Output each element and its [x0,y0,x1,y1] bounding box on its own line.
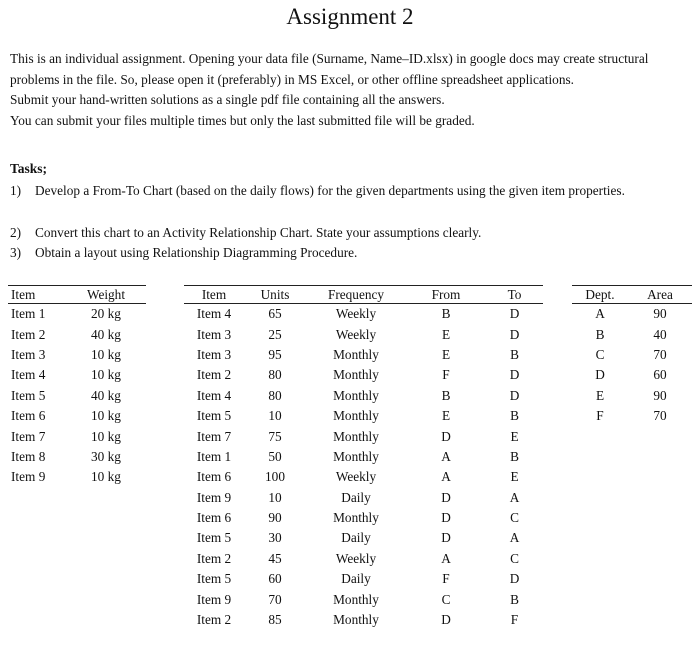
table-row [184,324,543,344]
cell-to: B [510,448,519,464]
cell-item: Item 8 [11,448,46,464]
table-row [572,365,692,385]
cell-dept: C [595,346,605,362]
cell-frequency: Weekly [335,469,377,485]
cell-item: Item 9 [196,489,232,505]
cell-item: Item 6 [196,510,232,526]
flows-table [184,285,543,630]
task-number: 2) [10,225,22,240]
cell-units: 65 [268,306,282,322]
col-header-from: From [406,286,486,304]
cell-from: A [441,550,451,566]
cell-units: 100 [265,469,285,485]
task-number: 1) [10,183,22,198]
cell-from: D [441,530,451,546]
cell-frequency: Monthly [333,367,379,383]
cell-area: 90 [653,306,667,322]
cell-frequency: Weekly [335,326,377,342]
cell-units: 75 [268,428,282,444]
col-header-frequency: Frequency [306,286,406,304]
cell-item: Item 7 [196,428,232,444]
intro-line-2: Submit your hand-written solutions as a single pdf file containing all the answers. [10,92,445,108]
table-row [8,426,146,446]
col-header-item: Item [184,286,244,304]
cell-units: 90 [268,510,282,526]
cell-to: A [509,489,520,505]
table-row [8,365,146,385]
cell-units: 25 [268,326,282,342]
table-row [184,304,543,325]
table-row [572,304,692,325]
table-row [184,345,543,365]
cell-from: D [441,428,451,444]
cell-to: B [510,591,519,607]
cell-units: 85 [268,612,282,628]
cell-to: D [509,571,520,587]
col-header-item: Item [8,286,66,304]
intro-line-1: This is an individual assignment. Opening your data file (Surname, Name–ID.xlsx) in google docs may create structural problems in the file. So, please open it (preferably) in MS Excel, or other offline spreadsheet applications. [10,51,649,87]
cell-item: Item 5 [196,408,232,424]
cell-to: C [510,510,519,526]
cell-item: Item 5 [196,530,232,546]
cell-dept: A [595,306,605,322]
dept-area-table [572,285,692,426]
table-row [8,345,146,365]
dept-area-body [572,304,692,427]
cell-to: E [510,428,519,444]
cell-frequency: Monthly [333,510,379,526]
cell-units: 70 [268,591,282,607]
cell-item: Item 9 [11,469,46,485]
cell-to: D [509,367,520,383]
cell-frequency: Monthly [333,408,379,424]
cell-from: E [441,346,451,362]
cell-item: Item 4 [11,367,46,383]
cell-weight: 10 kg [91,408,121,424]
items-weight-body [8,304,146,488]
col-header-area: Area [628,286,692,304]
cell-units: 10 [268,408,282,424]
table-row [184,610,543,630]
cell-units: 30 [268,530,282,546]
table-row [184,528,543,548]
items-weight-table [8,285,146,488]
cell-weight: 20 kg [91,306,121,322]
cell-item: Item 3 [11,346,46,362]
table-row [572,324,692,344]
cell-weight: 10 kg [91,469,121,485]
cell-to: D [509,387,520,403]
cell-dept: D [595,367,605,383]
table-row [8,447,146,467]
cell-from: A [441,469,451,485]
cell-item: Item 4 [196,387,232,403]
cell-item: Item 2 [11,326,46,342]
cell-from: C [441,591,451,607]
page-title: Assignment 2 [286,4,414,29]
cell-item: Item 3 [196,346,232,362]
cell-frequency: Monthly [333,428,379,444]
cell-area: 70 [653,408,667,424]
table-row [572,345,692,365]
cell-item: Item 1 [196,448,232,464]
cell-dept: B [595,326,605,342]
cell-from: D [441,489,451,505]
cell-weight: 40 kg [91,387,121,403]
cell-to: B [510,408,519,424]
table-row [572,406,692,426]
cell-frequency: Monthly [333,612,379,628]
cell-to: D [509,326,520,342]
cell-from: E [441,408,451,424]
table-row [8,304,146,325]
cell-units: 10 [268,489,282,505]
cell-to: E [510,469,519,485]
cell-weight: 10 kg [91,428,121,444]
cell-from: F [442,367,450,383]
cell-units: 95 [268,346,282,362]
intro-line-3: You can submit your files multiple times but only the last submitted file will be graded. [10,112,475,128]
cell-to: D [509,306,520,322]
cell-area: 90 [653,387,667,403]
cell-area: 70 [653,346,667,362]
cell-item: Item 6 [196,469,232,485]
table-row [8,386,146,406]
cell-from: D [441,612,451,628]
cell-frequency: Monthly [333,346,379,362]
col-header-weight: Weight [66,286,146,304]
cell-weight: 40 kg [91,326,121,342]
col-header-units: Units [244,286,306,304]
cell-dept: F [596,408,604,424]
cell-frequency: Monthly [333,387,379,403]
cell-frequency: Daily [341,489,371,505]
cell-item: Item 5 [11,387,46,403]
table-row [184,589,543,609]
task-text: Develop a From-To Chart (based on the daily flows) for the given departments using the given item properties. [35,183,625,198]
cell-item: Item 3 [196,326,232,342]
table-row [184,386,543,406]
table-row [8,324,146,344]
cell-item: Item 4 [196,306,232,322]
cell-item: Item 2 [196,550,232,566]
table-row [184,508,543,528]
table-row [184,569,543,589]
cell-area: 60 [653,367,667,383]
cell-item: Item 1 [11,306,46,322]
cell-weight: 10 kg [91,346,121,362]
table-row [8,406,146,426]
cell-item: Item 5 [196,571,232,587]
table-row [184,426,543,446]
table-row [184,488,543,508]
cell-to: A [509,530,520,546]
cell-item: Item 7 [11,428,46,444]
table-row [184,549,543,569]
cell-from: D [441,510,451,526]
cell-weight: 10 kg [91,367,121,383]
cell-from: E [441,326,451,342]
cell-frequency: Monthly [333,591,379,607]
tasks-heading: Tasks; [10,161,48,176]
cell-frequency: Weekly [335,306,377,322]
cell-item: Item 9 [196,591,232,607]
col-header-to: To [486,286,543,304]
cell-frequency: Weekly [335,550,377,566]
table-row [184,447,543,467]
table-row [184,365,543,385]
cell-to: B [510,346,519,362]
cell-units: 50 [268,448,282,464]
cell-frequency: Monthly [333,448,379,464]
cell-from: F [442,571,450,587]
cell-item: Item 2 [196,612,232,628]
cell-from: B [441,387,451,403]
task-number: 3) [10,245,22,260]
cell-units: 45 [268,550,282,566]
cell-item: Item 6 [11,408,46,424]
cell-units: 60 [268,571,282,587]
task-text: Obtain a layout using Relationship Diagramming Procedure. [35,245,358,260]
cell-item: Item 2 [196,367,232,383]
col-header-dept: Dept. [572,286,628,304]
cell-to: F [510,612,519,628]
table-row [572,386,692,406]
cell-dept: E [595,387,605,403]
cell-weight: 30 kg [91,448,121,464]
intro-text [10,49,690,131]
cell-units: 80 [268,367,282,383]
cell-frequency: Daily [341,530,371,546]
cell-frequency: Daily [341,571,371,587]
table-row [184,467,543,487]
cell-from: A [441,448,451,464]
table-row [184,406,543,426]
flows-body [184,304,543,631]
table-row [8,467,146,487]
cell-from: B [441,306,451,322]
cell-units: 80 [268,387,282,403]
task-text: Convert this chart to an Activity Relationship Chart. State your assumptions clearly. [35,225,482,240]
cell-to: C [510,550,519,566]
cell-area: 40 [653,326,667,342]
